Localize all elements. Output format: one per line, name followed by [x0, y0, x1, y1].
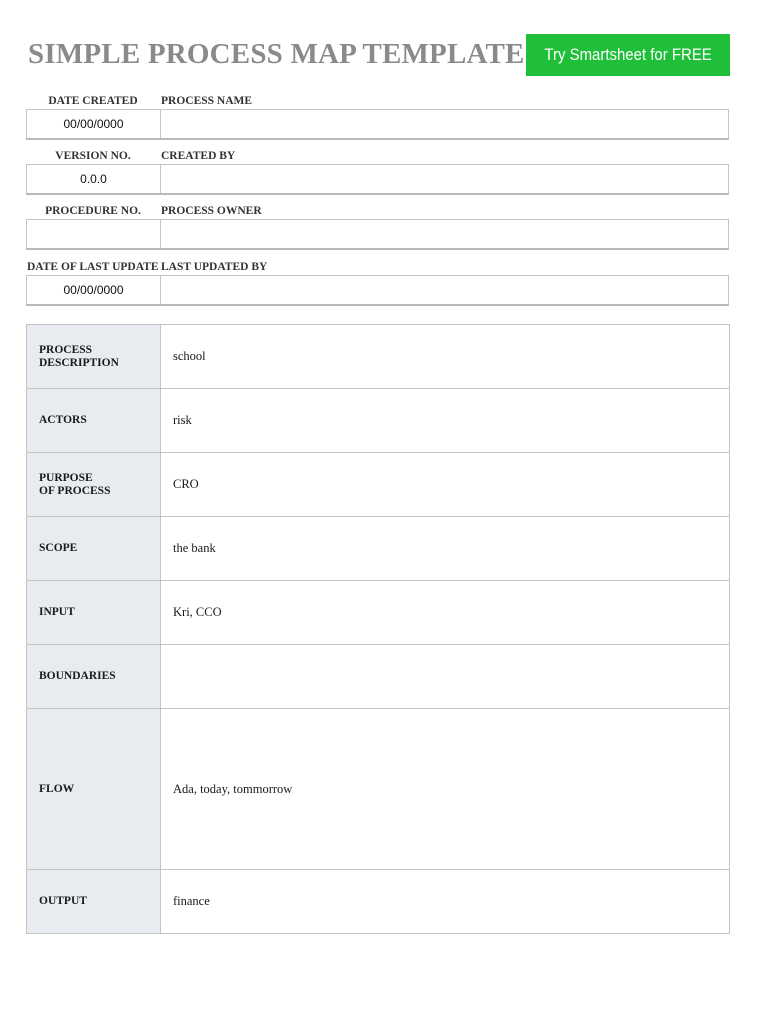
meta-row-last-update	[26, 275, 729, 306]
meta-row-procedure	[26, 219, 729, 250]
scope-value[interactable]: the bank	[161, 517, 730, 581]
output-value[interactable]: finance	[161, 870, 730, 934]
last-updated-by-label: LAST UPDATED BY	[161, 261, 268, 273]
table-row	[27, 325, 730, 389]
boundaries-label: BOUNDARIES	[27, 645, 161, 709]
try-smartsheet-button[interactable]	[526, 34, 730, 76]
table-row	[27, 709, 730, 870]
purpose-of-process-value[interactable]: CRO	[161, 453, 730, 517]
page-title: SIMPLE PROCESS MAP TEMPLATE	[28, 38, 525, 70]
table-row	[27, 645, 730, 709]
output-label: OUTPUT	[27, 870, 161, 934]
process-owner-field[interactable]	[161, 220, 728, 248]
last-updated-by-field[interactable]	[161, 276, 728, 304]
meta-row-date-created	[26, 109, 729, 140]
created-by-label: CREATED BY	[161, 150, 236, 162]
flow-value[interactable]: Ada, today, tommorrow	[161, 709, 730, 870]
purpose-of-process-label: PURPOSE OF PROCESS	[27, 453, 161, 517]
procedure-no-field[interactable]	[27, 220, 161, 248]
table-row	[27, 870, 730, 934]
process-description-value[interactable]: school	[161, 325, 730, 389]
process-description-label: PROCESS DESCRIPTION	[27, 325, 161, 389]
table-row	[27, 389, 730, 453]
scope-label: SCOPE	[27, 517, 161, 581]
created-by-field[interactable]	[161, 165, 728, 193]
version-no-label: VERSION NO.	[55, 150, 131, 162]
boundaries-value[interactable]	[161, 645, 730, 709]
try-smartsheet-label: Try Smartsheet for FREE	[544, 45, 712, 64]
date-created-field[interactable]: 00/00/0000	[27, 110, 161, 138]
process-name-field[interactable]	[161, 110, 728, 138]
actors-label: ACTORS	[27, 389, 161, 453]
process-owner-label: PROCESS OWNER	[161, 205, 262, 217]
date-created-label: DATE CREATED	[48, 95, 138, 107]
input-label: INPUT	[27, 581, 161, 645]
input-value[interactable]: Kri, CCO	[161, 581, 730, 645]
process-name-label: PROCESS NAME	[161, 95, 253, 107]
procedure-no-label: PROCEDURE NO.	[45, 205, 141, 217]
table-row	[27, 581, 730, 645]
flow-label: FLOW	[27, 709, 161, 870]
version-no-field[interactable]: 0.0.0	[27, 165, 161, 193]
table-row	[27, 453, 730, 517]
table-row	[27, 517, 730, 581]
date-of-last-update-label: DATE OF LAST UPDATE	[27, 261, 159, 273]
meta-row-version	[26, 164, 729, 195]
actors-value[interactable]: risk	[161, 389, 730, 453]
date-of-last-update-field[interactable]: 00/00/0000	[27, 276, 161, 304]
process-details-table	[26, 324, 730, 934]
